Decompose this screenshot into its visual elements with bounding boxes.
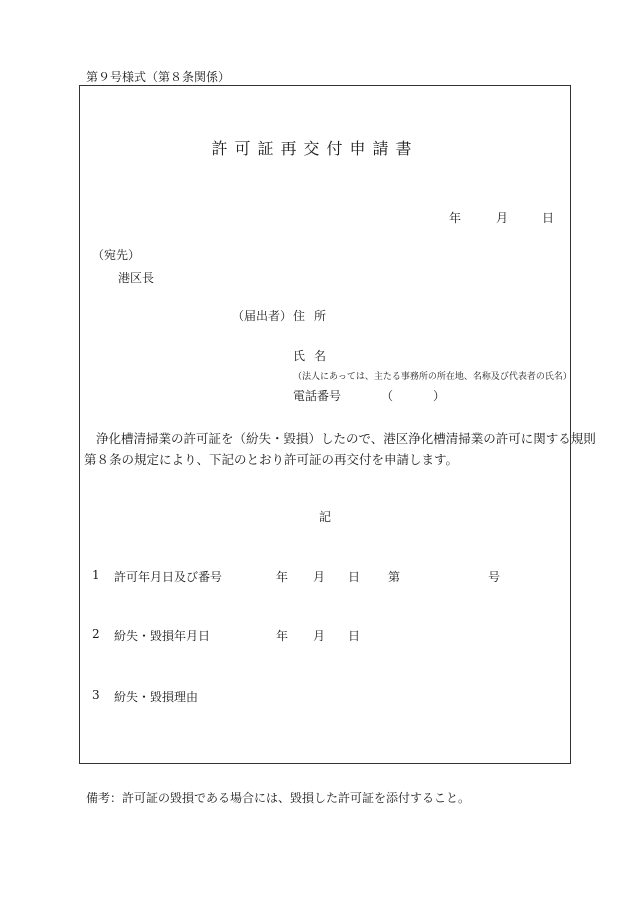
item-1-month-label: 月: [313, 570, 326, 584]
body-line-1: 浄化槽清掃業の許可証を（紛失・毀損）したので、港区浄化槽清掃業の許可に関する規則: [96, 431, 596, 446]
item-1-year-label: 年: [276, 570, 289, 584]
item-3-number: 3: [92, 688, 100, 702]
name-note: （法人にあっては、主たる事務所の所在地、名称及び代表者の氏名）: [293, 372, 572, 382]
ki-heading: 記: [318, 510, 331, 524]
item-2-year-label: 年: [276, 629, 289, 643]
footnote: 備考：許可証の毀損である場合には、毀損した許可証を添付すること。: [86, 791, 471, 805]
item-1-dai-label: 第: [388, 570, 401, 584]
document-title: 許可証再交付申請書: [211, 139, 419, 158]
phone-paren-open: （: [381, 389, 394, 403]
item-1-number: 1: [92, 568, 100, 582]
addressee-heading: （宛先）: [92, 248, 141, 262]
item-2-number: 2: [92, 627, 100, 641]
date-year-label: 年: [449, 211, 462, 225]
form-frame: [79, 85, 571, 764]
phone-label: 電話番号: [293, 389, 342, 403]
item-1-day-label: 日: [348, 570, 361, 584]
item-2-month-label: 月: [313, 629, 326, 643]
item-3-label: 紛失・毀損理由: [114, 690, 199, 704]
item-2-day-label: 日: [348, 629, 361, 643]
item-2-label: 紛失・毀損年月日: [114, 629, 211, 643]
addressee-name: 港区長: [118, 271, 155, 285]
notifier-label: （届出者）: [232, 309, 293, 323]
phone-paren-close: ）: [433, 389, 446, 403]
form-number: 第９号様式（第８条関係）: [86, 70, 231, 84]
address-label: 住所: [293, 309, 336, 323]
date-month-label: 月: [496, 211, 509, 225]
item-1-label: 許可年月日及び番号: [114, 570, 223, 584]
date-day-label: 日: [542, 211, 555, 225]
item-1-go-label: 号: [488, 570, 501, 584]
name-label: 氏名: [293, 349, 336, 363]
body-line-2: 第８条の規定により、下記のとおり許可証の再交付を申請します。: [84, 452, 459, 467]
